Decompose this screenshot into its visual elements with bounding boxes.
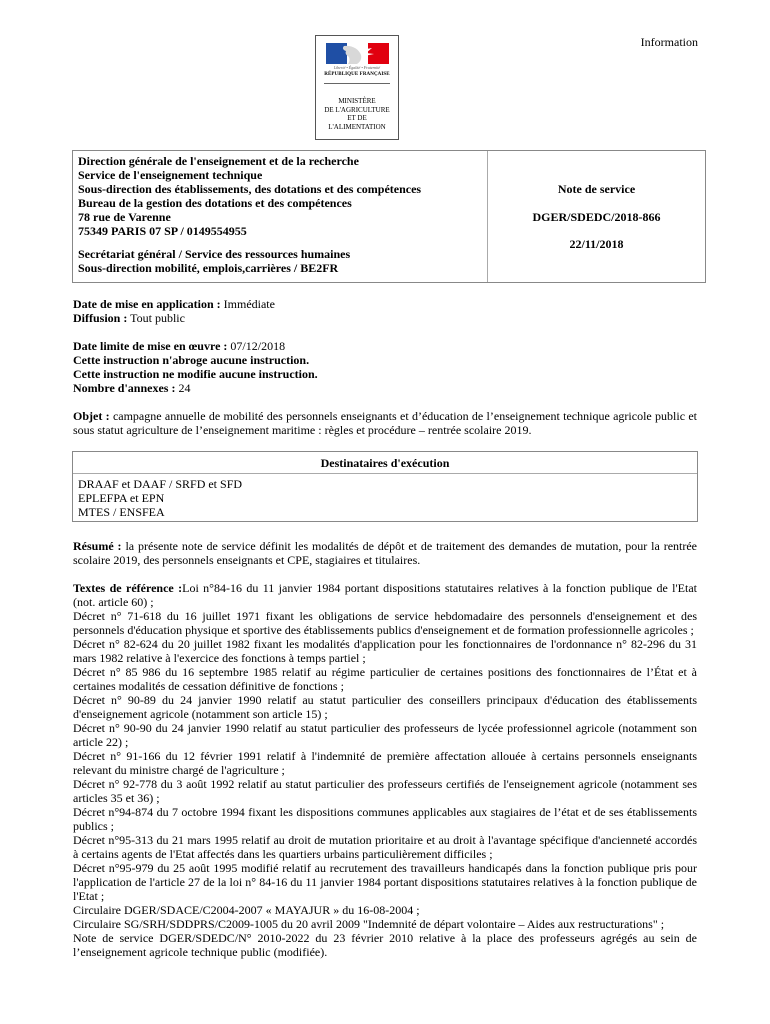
sender-line: Direction générale de l'enseignement et de la recherche <box>78 154 359 168</box>
sender-line: Secrétariat général / Service des ressources humaines <box>78 247 351 261</box>
reference-item: Décret n° 82-624 du 20 juillet 1982 fixant les modalités d'application pour les fonctionnaires de l'ordonnance n° 82-296 du 31 mars 1982 relative à l'exercice des fonctions à temps partiel ; <box>73 637 697 665</box>
note-reference: DGER/SDEDC/2018-866 <box>532 210 661 224</box>
republic-text: RÉPUBLIQUE FRANÇAISE <box>324 72 390 77</box>
reference-item: Décret n°94-874 du 7 octobre 1994 fixant les dispositions communes applicables aux stagiaires de l’état et de ses établissements publics ; <box>73 805 697 833</box>
sender-line: 75349 PARIS 07 SP / 0149554955 <box>78 224 247 238</box>
ministry-logo <box>315 35 399 140</box>
note-info-block <box>488 151 705 282</box>
logo-divider <box>324 83 390 84</box>
destinataire-item: DRAAF et DAAF / SRFD et SFD <box>78 477 243 491</box>
reference-item: Décret n° 71-618 du 16 juillet 1971 fixant les obligations de service hebdomadaire des personnels d'enseignement et des personnels d'éducation physique et sportive des établissements publics d'enseignement et de formation professionnelle agricoles ; <box>73 609 697 637</box>
sender-line: Service de l'enseignement technique <box>78 168 263 182</box>
document-type-label: Information <box>640 35 698 49</box>
note-type: Note de service <box>557 182 636 196</box>
reference-item: Décret n°95-313 du 21 mars 1995 relatif au droit de mutation prioritaire et au droit à l'avantage spécifique d'ancienneté accordés à certains agents de l'Etat affectés dans les quartiers urbains particulièrement difficiles ; <box>73 833 697 861</box>
reference-item: Décret n°95-979 du 25 août 1995 modifié relatif au recrutement des travailleurs handicapés dans la fonction publique pris pour l'application de l'article 27 de la loi n° 84-16 du 11 janvier 1984 portant dispositions statutaires relatives à la fonction publique de l'Etat ; <box>73 861 697 903</box>
deadline-meta: Date limite de mise en œuvre : 07/12/2018 Cette instruction n'abroge aucune instruction. Cette instruction ne modifie aucune instruction. Nombre d'annexes : 24 <box>73 339 697 395</box>
motto-text: Liberté • Égalité • Fraternité <box>333 65 381 70</box>
reference-item: Décret n° 92-778 du 3 août 1992 relatif au statut particulier des professeurs certifiés de l'enseignement agricole (notamment ses articles 35 et 36) ; <box>73 777 697 805</box>
header-table <box>72 150 706 283</box>
sender-line: Bureau de la gestion des dotations et des compétences <box>78 196 352 210</box>
destinataires-table <box>72 451 698 522</box>
reference-item: Décret n° 90-90 du 24 janvier 1990 relatif au statut particulier des professeurs de lycée professionnel agricole (notamment son article 22) ; <box>73 721 697 749</box>
reference-item: Décret n° 91-166 du 12 février 1991 relatif à l'indemnité de première affectation allouée à certains personnels enseignants relevant du ministre chargé de l'agriculture ; <box>73 749 697 777</box>
sender-line: Sous-direction des établissements, des dotations et des compétences <box>78 182 422 196</box>
destinataire-item: MTES / ENSFEA <box>78 505 165 519</box>
destinataires-title: Destinataires d'exécution <box>320 456 450 470</box>
sender-block <box>78 154 486 275</box>
reference-item: Décret n° 85 986 du 16 septembre 1985 relatif au régime particulier de certaines positions des fonctionnaires de l’État et à certaines modalités de cessation définitive de fonctions ; <box>73 665 697 693</box>
objet-paragraph: Objet : campagne annuelle de mobilité des personnels enseignants et d’éducation de l’enseignement technique agricole public et sous statut agriculture de l’enseignement maritime : règles et procédure – rentrée scolaire 2019. <box>73 409 698 437</box>
marianne-flag-icon <box>326 43 389 64</box>
sender-line: 78 rue de Varenne <box>78 210 171 224</box>
application-meta: Date de mise en application : Immédiate Diffusion : Tout public <box>73 297 275 325</box>
destinataires-list <box>78 477 242 519</box>
reference-item: Circulaire DGER/SDACE/C2004-2007 « MAYAJUR » du 16-08-2004 ; <box>73 903 420 917</box>
destinataires-divider <box>73 473 697 474</box>
sender-line: Sous-direction mobilité, emplois,carrières / BE2FR <box>78 261 339 275</box>
note-date: 22/11/2018 <box>569 237 624 251</box>
reference-item: Note de service DGER/SDEDC/N° 2010-2022 du 23 février 2010 relative à la place des professeurs agrégés au sein de l’enseignement agricole technique public (modifiée). <box>73 931 697 959</box>
ministry-name: MINISTÈRE DE L'AGRICULTURE ET DE L'ALIMENTATION <box>324 97 390 132</box>
modifie-statement: Cette instruction ne modifie aucune instruction. <box>73 367 318 381</box>
destinataire-item: EPLEFPA et EPN <box>78 491 165 505</box>
reference-item: Décret n° 90-89 du 24 janvier 1990 relatif au statut particulier des conseillers principaux d'éducation des établissements d'enseignement agricole (notamment son article 15) ; <box>73 693 697 721</box>
reference-item: Circulaire SG/SRH/SDDPRS/C2009-1005 du 20 avril 2009 "Indemnité de départ volontaire – Aides aux restructurations" ; <box>73 917 665 931</box>
resume-paragraph: Résumé : la présente note de service définit les modalités de dépôt et de traitement des demandes de mutation, pour la rentrée scolaire 2019, des personnels enseignants et CPE, stagiaires et titulaires. <box>73 539 697 567</box>
abroge-statement: Cette instruction n'abroge aucune instruction. <box>73 353 310 367</box>
references-block: Textes de référence :Loi n°84-16 du 11 janvier 1984 portant dispositions statutaires relatives à la fonction publique de l'Etat (not. article 60) ; Décret n° 71-618 du 16 juillet 1971 fixant les obligations de service hebdomadaire des personnels d'enseignement et des personnels d'éducation physique et sportive des établissements publics d'enseignement et de formation professionnelle agricoles ; Décret n° 82-624 du 20 juillet 1982 fixant les modalités d'application pour les fonctionnaires de l'ordonnance n° 82-296 du 31 mars 1982 relative à l'exercice des fonctions à temps partiel ; Décret n° 85 986 du 16 septembre 1985 relatif au régime particulier de certaines positions des fonctionnaires de l’État et à certaines modalités de cessation définitive de fonctions ; Décret n° 90-89 du 24 janvier 1990 relatif au statut particulier des conseillers principaux d'éducation des établissements d'enseignement agricole (notamment son article 15) ; Décret n° 90-90 du 24 janvier 1990 relatif au statut particulier des professeurs de lycée professionnel agricole (notamment son article 22) ; Décret n° 91-166 du 12 février 1991 relatif à l'indemnité de première affectation allouée à certains personnels enseignants relevant du ministre chargé de l'agriculture ; Décret n° 92-778 du 3 août 1992 relatif au statut particulier des professeurs certifiés de l'enseignement agricole (notamment ses articles 35 et 36) ; Décret n°94-874 du 7 octobre 1994 fixant les dispositions communes applicables aux stagiaires de l’état et de ses établissements publics ; Décret n°95-313 du 21 mars 1995 relatif au droit de mutation prioritaire et au droit à l'avantage spécifique d'ancienneté accordés à certains agents de l'Etat affectés dans les quartiers urbains particulièrement difficiles ; Décret n°95-979 du 25 août 1995 modifié relatif au recrutement des travailleurs handicapés dans la fonction publique pris pour l'application de l'article 27 de la loi n° 84-16 du 11 janvier 1984 portant dispositions statutaires relatives à la fonction publique de l'Etat ; Circulaire DGER/SDACE/C2004-2007 « MAYAJUR » du 16-08-2004 ; Circulaire SG/SRH/SDDPRS/C2009-1005 du 20 avril 2009 "Indemnité de départ volontaire – Aides aux restructurations" ; Note de service DGER/SDEDC/N° 2010-2022 du 23 février 2010 relative à la place des professeurs agrégés au sein de l’enseignement agricole technique public (modifiée). <box>73 581 697 959</box>
